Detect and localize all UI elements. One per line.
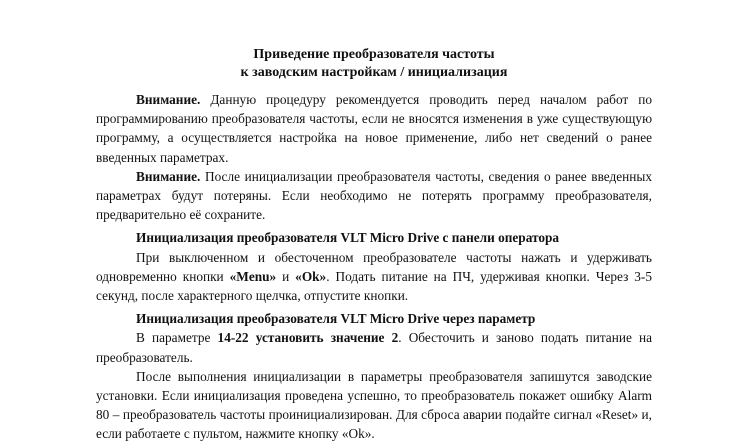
menu-key-label: «Menu» [229,268,277,284]
section1-text-c: . Подать питание на ПЧ, удерживая кнопки. Через 3-5 секунд, после характерного щелчка, отпустите кнопки. [96,268,652,304]
warning-text-1: Данную процедуру рекомендуется проводить перед началом работ по программированию преобразователя частоты, если не вносятся изменения в уже существующую программу, а осуществляется настройка на новое применение, либо нет сведений о ранее введенных параметрах. [96,92,652,165]
section2-text-b: . Обесточить и заново подать питание на преобразователь. [96,330,652,365]
parameter-value: 14-22 установить значение 2 [217,330,399,346]
section1-text-a: При выключенном и обесточенном преобразователе частоты нажать и удерживать одновременно кнопки [96,249,652,284]
section-heading-parameter: Инициализация преобразователя VLT Micro Drive через параметр [136,311,536,327]
section-heading-panel: Инициализация преобразователя VLT Micro Drive с панели оператора [136,230,560,246]
section1-text-b: и [276,268,296,284]
warning-text-2: После инициализации преобразователя частоты, сведения о ранее введенных параметрах будут потеряны. Если необходимо не потерять программу преобразователя, предварительно её сохраните. [96,168,652,223]
warning-paragraph-2 [96,167,652,225]
document-page [96,46,652,444]
result-paragraph: После выполнения инициализации в параметры преобразователя запишутся заводские установки. Если инициализация проведена успешно, то преобразователь покажет ошибку Alarm 80 – преобразователь частоты проинициализирован. Для сброса аварии подайте сигнал «Reset» и, если работаете с пультом, нажмите кнопку «Ok». [96,368,652,442]
section-paragraph-parameter [96,328,652,366]
document-title [96,46,652,82]
ok-key-label: «Ok» [295,268,327,284]
section-paragraph-panel [96,248,652,306]
title-line-2: к заводским настройкам / инициализация [240,65,508,80]
warning-paragraph-1 [96,90,652,167]
section2-text-a: В параметре [136,330,218,346]
title-line-1: Приведение преобразователя частоты [253,47,495,62]
warning-label-1: Внимание. [136,92,201,107]
warning-label-2: Внимание. [136,168,201,184]
